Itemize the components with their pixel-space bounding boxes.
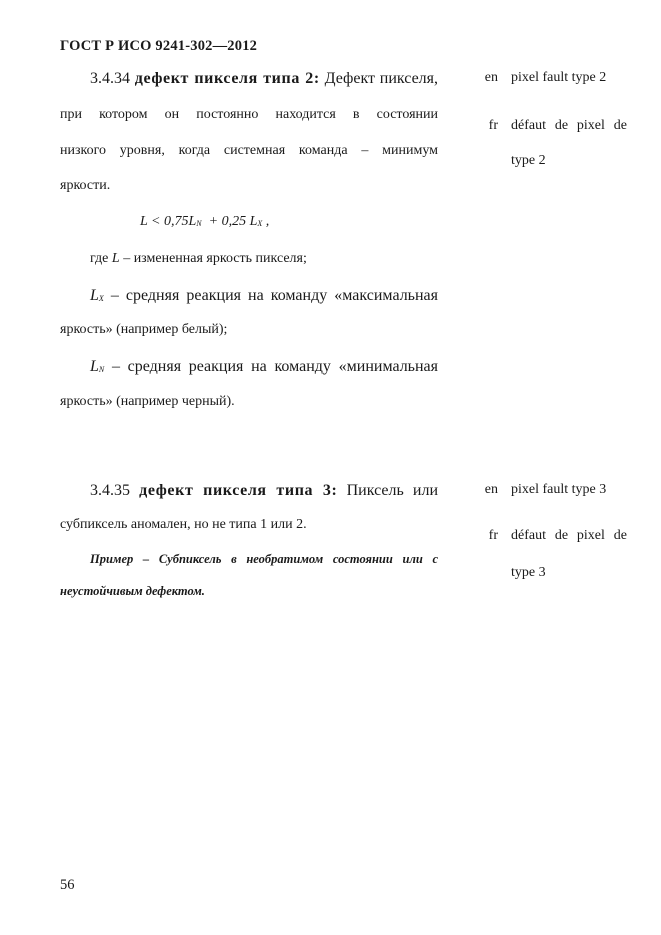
entry-34-en-code: en <box>484 70 498 85</box>
entry-35-first-line <box>90 482 438 500</box>
entry-35-number: 3.4.35 <box>90 482 130 499</box>
example-line-1: Пример – Субпиксель в необратимом состоянии или с <box>90 552 438 566</box>
entry-35-definition-start: Пиксель или <box>346 482 439 499</box>
entry-35-fr-code: fr <box>488 528 498 543</box>
ln-definition-line-1: $L_N$ – средняя реакция на команду «минимальная <box>90 358 439 375</box>
entry-35-term: дефект пикселя типа 3: <box>139 482 338 499</box>
ln-definition-line-2: яркость» (например черный). <box>60 394 235 409</box>
entry-34-definition-start: Дефект пикселя, <box>324 70 439 87</box>
entry-35-definition-line-2: субпиксель аномален, но не типа 1 или 2. <box>60 517 307 532</box>
entry-34-en-term: pixel fault type 2 <box>511 70 607 85</box>
entry-34-number: 3.4.34 <box>90 70 130 87</box>
lx-definition-line-2: яркость» (например белый); <box>60 322 228 337</box>
entry-34-fr-term-line-2: type 2 <box>511 153 546 168</box>
document-header: ГОСТ Р ИСО 9241-302—2012 <box>60 38 258 54</box>
entry-34-term: дефект пикселя типа 2: <box>134 70 320 87</box>
lx-definition-line-1: $L_X$ – средняя реакция на команду «максимальная <box>90 287 438 304</box>
entry-35-fr-term-line-2: type 3 <box>511 565 546 580</box>
entry-35-fr-term-line-1: défaut de pixel de <box>511 528 627 543</box>
entry-34-definition-line-2: при котором он постоянно находится в состоянии <box>60 107 438 122</box>
entry-35-en-code: en <box>484 482 498 497</box>
entry-34-definition-line-3: низкого уровня, когда системная команда – минимум <box>60 143 438 158</box>
entry-34-definition-line-4: яркости. <box>60 178 111 193</box>
example-line-2: неустойчивым дефектом. <box>60 584 205 598</box>
entry-34-fr-term-line-1: défaut de pixel de <box>511 118 627 133</box>
where-line: где L – измененная яркость пикселя; <box>90 251 307 266</box>
page-number: 56 <box>60 877 75 893</box>
entry-35-en-term: pixel fault type 3 <box>511 482 607 497</box>
formula: $L < 0,75L_N + 0,25$ $L_X$ , <box>140 214 270 229</box>
entry-34-first-line <box>90 70 438 88</box>
entry-34-fr-code: fr <box>488 118 498 133</box>
